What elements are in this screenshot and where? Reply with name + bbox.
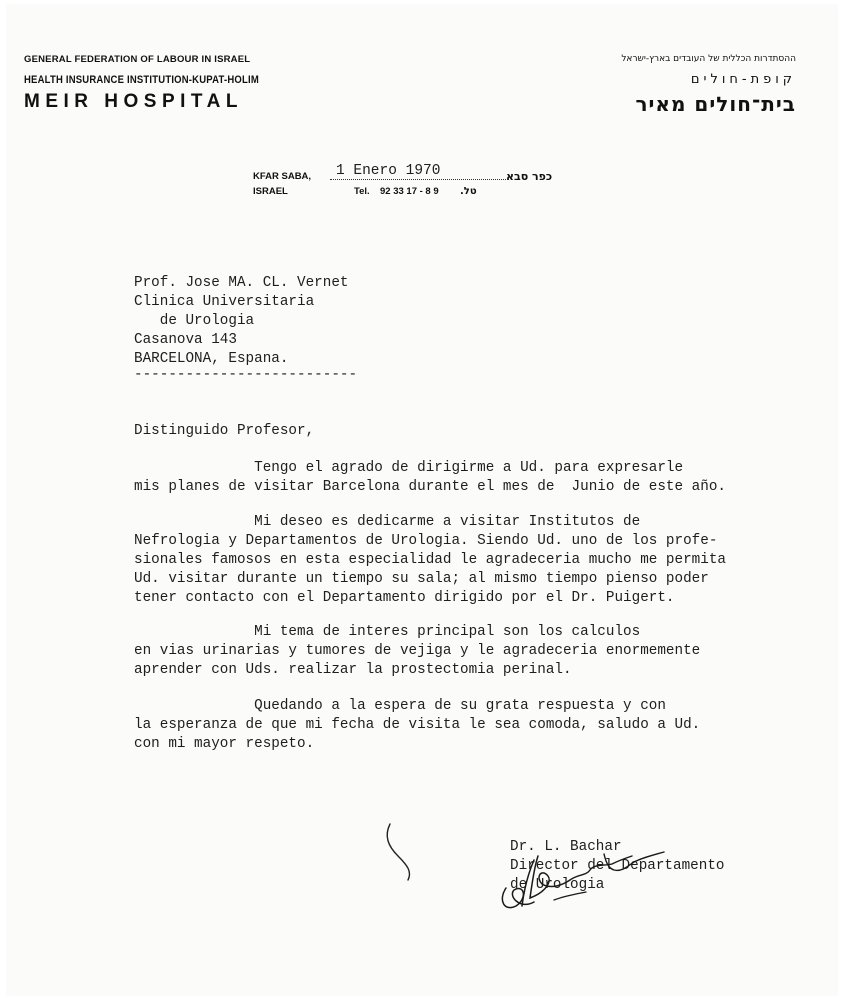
recipient-line: Clinica Universitaria bbox=[134, 294, 315, 310]
body-line: aprender con Uds. realizar la prostectomia perinal. bbox=[134, 662, 572, 678]
body-line: mis planes de visitar Barcelona durante el mes de Junio de este año. bbox=[134, 479, 726, 495]
recipient-line: BARCELONA, Espana. bbox=[134, 351, 289, 367]
salutation: Distinguido Profesor, bbox=[134, 423, 315, 439]
signatory-title: Director del Departamento bbox=[510, 858, 725, 874]
tel-label-hebrew: טל. bbox=[460, 186, 477, 197]
tel-label: Tel. bbox=[354, 186, 370, 197]
body-line: Tengo el agrado de dirigirme a Ud. para expresarle bbox=[134, 460, 684, 476]
signatory-department: de Urologia bbox=[510, 877, 605, 893]
recipient-line: de Urologia bbox=[134, 313, 255, 329]
letterhead-federation-hebrew: ההסתדרות הכללית של העובדים בארץ-ישראל bbox=[621, 54, 796, 64]
recipient-line: Prof. Jose MA. CL. Vernet bbox=[134, 275, 349, 291]
signatory-name: Dr. L. Bachar bbox=[510, 839, 622, 855]
place-name: KFAR SABA, bbox=[253, 171, 312, 182]
recipient-line: Casanova 143 bbox=[134, 332, 237, 348]
body-line: en vias urinarias y tumores de vejiga y le agradeceria enormemente bbox=[134, 643, 701, 659]
date-dotted-line bbox=[330, 179, 506, 180]
body-line: Mi tema de interes principal son los calculos bbox=[134, 624, 641, 640]
tel-number: 92 33 17 - 8 9 bbox=[380, 186, 439, 197]
body-line: Ud. visitar durante un tiempo su sala; al mismo tiempo pienso poder bbox=[134, 571, 709, 587]
handwritten-signature bbox=[494, 840, 684, 918]
place-name-hebrew: כפר סבא bbox=[506, 170, 553, 183]
body-line: Nefrologia y Departamentos de Urologia. Siendo Ud. uno de los profe- bbox=[134, 533, 718, 549]
letterhead-hospital-name-hebrew: בית־חולים מאיר bbox=[635, 92, 796, 116]
letter-page bbox=[6, 4, 838, 996]
body-line: con mi mayor respeto. bbox=[134, 736, 315, 752]
letter-date: 1 Enero 1970 bbox=[336, 163, 441, 179]
letterhead-kupat-holim-hebrew: קופת-חולים bbox=[690, 72, 796, 87]
body-line: Quedando a la espera de su grata respuesta y con bbox=[134, 698, 666, 714]
country: ISRAEL bbox=[253, 186, 288, 197]
body-line: sionales famosos en esta especialidad le agradeceria mucho me permita bbox=[134, 552, 726, 568]
address-underline: -------------------------- bbox=[134, 367, 358, 383]
letterhead-federation: GENERAL FEDERATION OF LABOUR IN ISRAEL bbox=[24, 54, 251, 65]
body-line: Mi deseo es dedicarme a visitar Institutos de bbox=[134, 514, 641, 530]
body-line: la esperanza de que mi fecha de visita le sea comoda, saludo a Ud. bbox=[134, 717, 701, 733]
letterhead-hospital-name: MEIR HOSPITAL bbox=[24, 91, 243, 112]
letterhead-institution: HEALTH INSURANCE INSTITUTION-KUPAT-HOLIM bbox=[24, 74, 259, 87]
body-line: tener contacto con el Departamento dirigido por el Dr. Puigert. bbox=[134, 590, 675, 606]
pen-mark bbox=[382, 822, 422, 884]
